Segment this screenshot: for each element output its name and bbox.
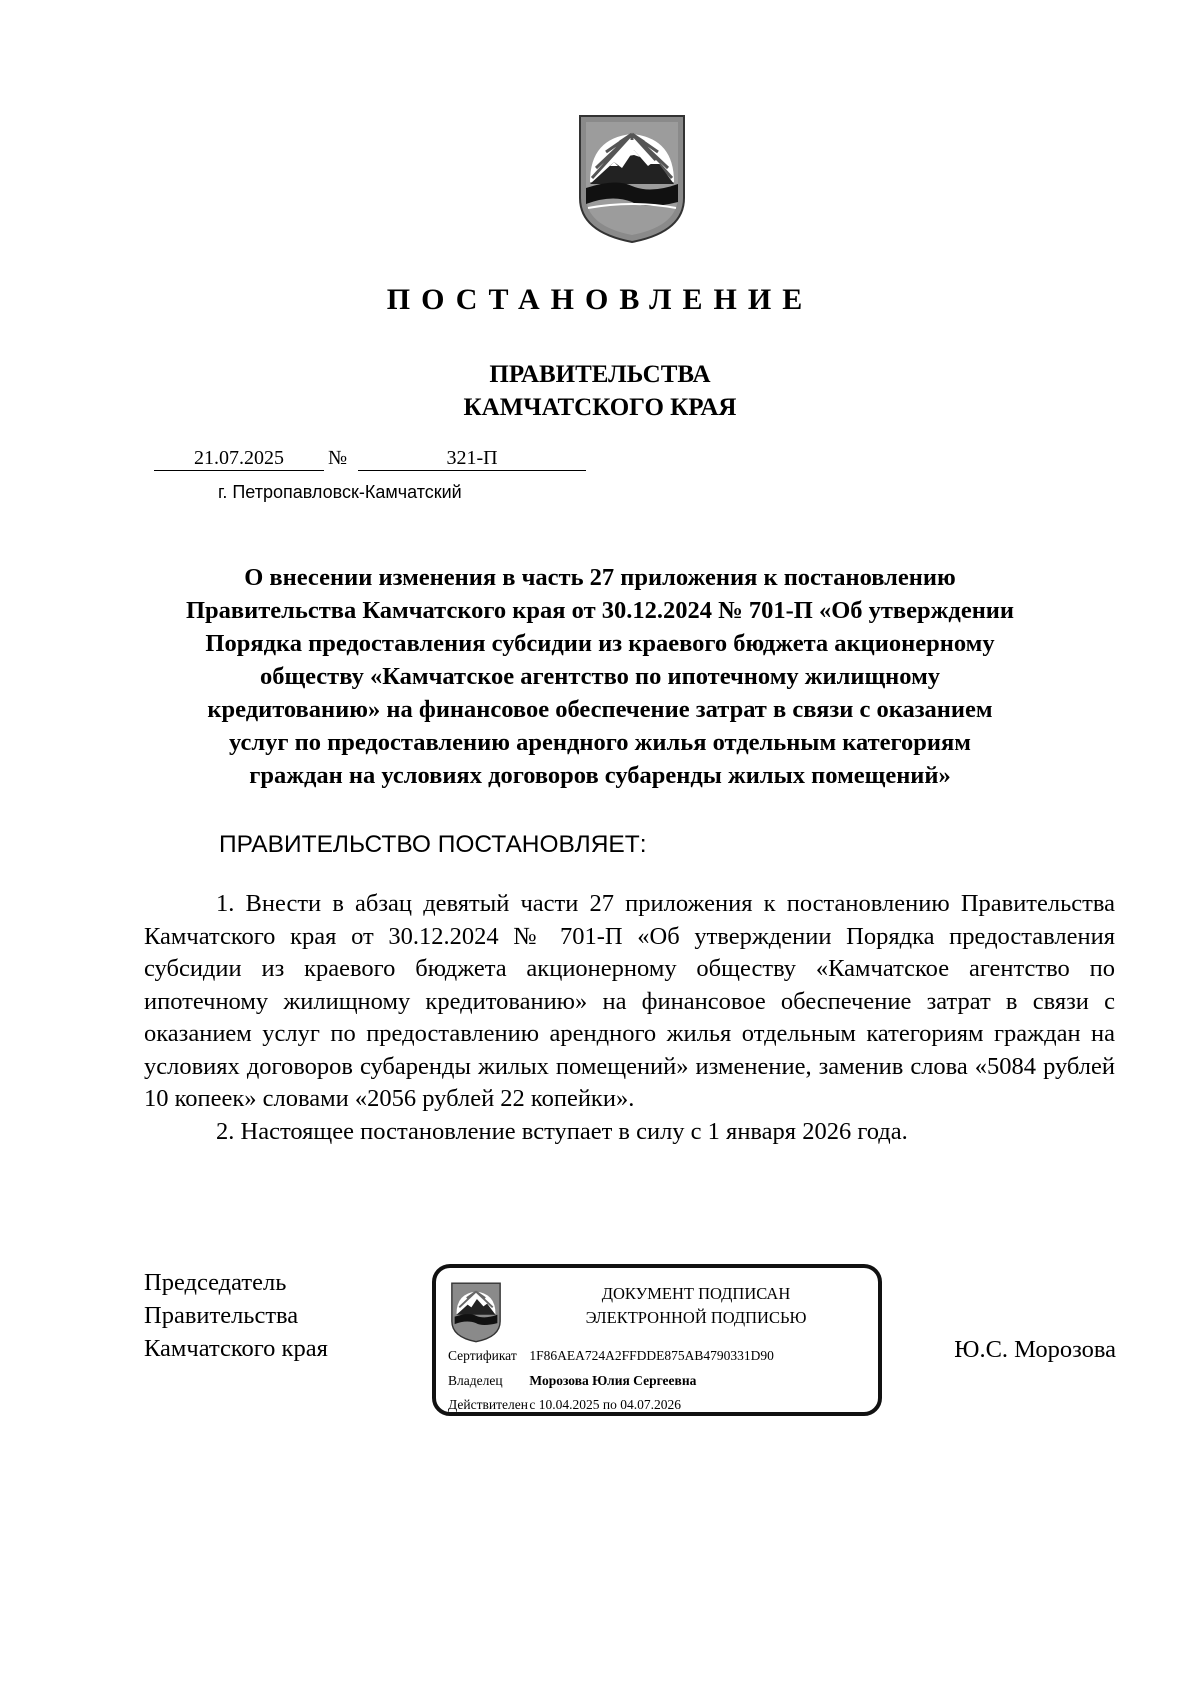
organization-line-2: КАМЧАТСКОГО КРАЯ	[463, 394, 737, 421]
subject-line: граждан на условиях договоров субаренды жилых помещений»	[249, 762, 951, 789]
signatory-position	[144, 1266, 328, 1365]
number-sign: №	[328, 447, 348, 469]
organization-line-1: ПРАВИТЕЛЬСТВА	[489, 361, 711, 388]
subject-line: Правительства Камчатского края от 30.12.2024 № 701-П «Об утверждении	[185, 597, 1015, 624]
stamp-title-line: ДОКУМЕНТ ПОДПИСАН	[601, 1284, 791, 1303]
certificate-value: 1F86AEA724A2FFDDE875AB4790331D90	[529, 1348, 774, 1363]
subject-line: обществу «Камчатское агентство по ипотечному жилищному	[259, 663, 941, 690]
position-line: Председатель	[144, 1269, 287, 1296]
document-subject	[130, 561, 1070, 792]
body-text	[144, 888, 1115, 1148]
signatory-name: Ю.С. Морозова	[954, 1336, 1116, 1363]
position-line: Камчатского края	[144, 1335, 328, 1362]
body-paragraph: 1. Внести в абзац девятый части 27 приложения к постановлению Правительства Камчатского края от 30.12.2024 № 701-П «Об утверждении Порядка предоставления субсидии из краевого бюджета акционерному обществу «Камчатское агентство по ипотечному жилищному кредитованию» на финансовое обеспечение затрат в связи с оказанием услуг по предоставлению арендного жилья отдельным категориям граждан на условиях договоров субаренды жилых помещений» изменение, заменив слова «5084 рублей 10 копеек» словами «2056 рублей 22 копейки».	[144, 890, 1115, 1112]
stamp-title	[516, 1282, 876, 1330]
certificate-label: Сертификат	[448, 1348, 517, 1363]
stamp-certificate-row	[448, 1347, 774, 1365]
organization-name	[0, 358, 1200, 424]
document-date: 21.07.2025	[154, 446, 324, 471]
date-number-row	[154, 446, 584, 472]
subject-line: услуг по предоставлению арендного жилья отдельным категориям	[229, 729, 971, 756]
validity-label: Действителен	[448, 1397, 528, 1412]
decree-statement: ПРАВИТЕЛЬСТВО ПОСТАНОВЛЯЕТ:	[219, 831, 647, 858]
stamp-validity-row	[448, 1396, 681, 1414]
kamchatka-coat-of-arms-icon	[450, 1280, 502, 1344]
position-line: Правительства	[144, 1302, 299, 1329]
stamp-owner-row	[448, 1372, 696, 1390]
kamchatka-coat-of-arms-icon	[576, 112, 688, 244]
subject-line: Порядка предоставления субсидии из краевого бюджета акционерному	[205, 630, 995, 657]
stamp-title-line: ЭЛЕКТРОННОЙ ПОДПИСЬЮ	[585, 1308, 807, 1327]
subject-line: кредитованию» на финансовое обеспечение затрат в связи с оказанием	[207, 696, 993, 723]
subject-line: О внесении изменения в часть 27 приложения к постановлению	[244, 564, 956, 591]
body-paragraph: 2. Настоящее постановление вступает в силу с 1 января 2026 года.	[216, 1117, 908, 1145]
city-name: г. Петропавловск-Камчатский	[218, 482, 462, 502]
owner-label: Владелец	[448, 1373, 503, 1388]
owner-value: Морозова Юлия Сергеевна	[529, 1373, 697, 1388]
electronic-signature-stamp	[432, 1264, 882, 1416]
document-number: 321-П	[358, 446, 586, 471]
validity-value: с 10.04.2025 по 04.07.2026	[529, 1397, 681, 1412]
document-type-title: ПОСТАНОВЛЕНИЕ	[386, 283, 814, 316]
